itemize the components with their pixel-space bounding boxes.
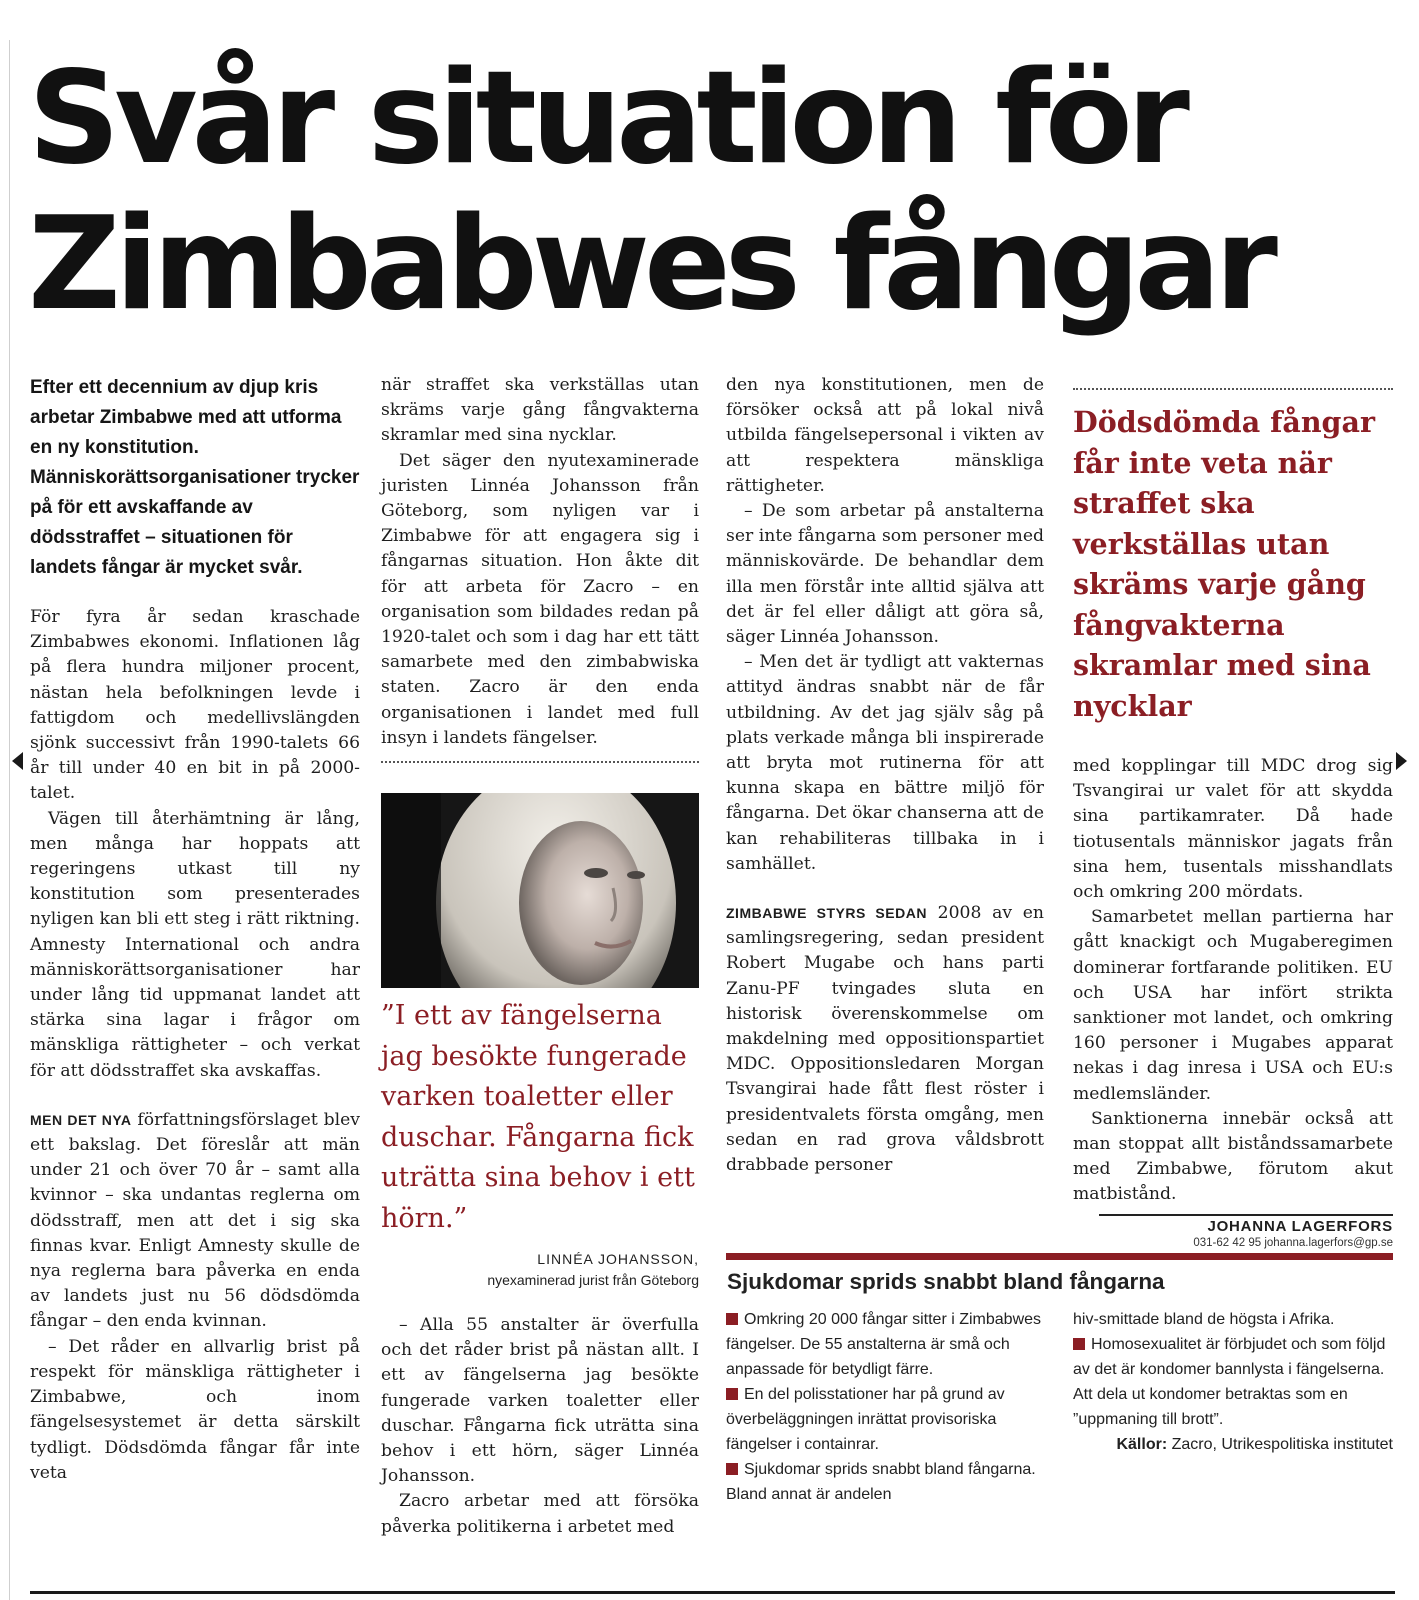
fact-item-4-text: Homosexualitet är förbjudet och som följd av det är kondomer bannlysta i fängelserna. Att dela ut kondomer betraktas som en ”uppmaning till brott”. xyxy=(1073,1336,1386,1428)
quote-attribution-role: nyexaminerad jurist från Göteborg xyxy=(487,1272,699,1288)
portrait-photo xyxy=(381,793,699,988)
sources-label: Källor: xyxy=(1116,1436,1168,1453)
fact-item-3 xyxy=(726,1457,1044,1507)
col1-paragraph-3 xyxy=(30,1108,360,1335)
fact-item-4 xyxy=(1073,1332,1393,1432)
fact-item-3-text: Sjukdomar sprids snabbt bland fångarna. Bland annat är andelen xyxy=(726,1461,1036,1503)
factbox-accent-bar xyxy=(726,1253,1393,1260)
factbox-column-2 xyxy=(1073,1307,1393,1457)
lead-paragraph: Efter ett decennium av djup kris arbetar Zimbabwe med att utforma en ny konstitution. Människorättsorganisationer trycker på för ett avskaffande av dödsstraffet – situationen för landets fångar är mycket svår. xyxy=(30,377,360,578)
quote-attribution xyxy=(381,1249,699,1291)
byline xyxy=(1073,1214,1393,1249)
col3-paragraph-2: – De som arbetar på anstalterna ser inte fångarna som personer med människovärde. De behandlar dem illa men förstår inte alltid själva att det är fel eller dåligt att göra så, säger Linnéa Johansson. xyxy=(726,501,1044,648)
pullquote: Dödsdömda fångar får inte veta när straffet ska verkställas utan skräms varje gång fångvakterna skramlar med sina nycklar xyxy=(1073,405,1375,723)
fact-item-1-text: Omkring 20 000 fångar sitter i Zimbabwes fängelser. De 55 anstalterna är små och anpassade för betydligt färre. xyxy=(726,1311,1042,1378)
fact-item-2 xyxy=(726,1382,1044,1457)
col1-paragraph-2: Vägen till återhämtning är lång, men många har hoppats att regeringens utkast till ny konstitution som presenterades nyligen kan bli ett steg i rätt riktning. Amnesty International och andra människorättsorganisationer har under lång tid uppmanat landet att stärka sina lagar i frågor om mänskliga rättigheter – och verkat för att dödsstraffet ska avskaffas. xyxy=(30,808,360,1081)
col2-paragraph-1: när straffet ska verkställas utan skräms varje gång fångvakterna skramlar med sina nycklar. xyxy=(381,375,699,446)
col1-paragraph-4: – Det råder en allvarlig brist på respekt för mänskliga rättigheter i Zimbabwe, och inom fängelsesystemet är detta särskilt tydligt. Dödsdömda fångar får inte veta xyxy=(30,1336,360,1483)
column-2 xyxy=(381,373,699,763)
next-page-arrow-icon[interactable] xyxy=(1396,752,1407,770)
quote-text: ”I ett av fängelserna jag besökte fungerade varken toaletter eller duschar. Fångarna fick uträtta sina behov i ett hörn.” xyxy=(381,1000,695,1234)
square-bullet-icon xyxy=(726,1388,738,1400)
col1-paragraph-3-text: författningsförslaget blev ett bakslag. Det föreslår att män under 21 och över 70 år – samt alla kvinnor – ska undantas reglerna om dödsstraff, men att det i sig ska finnas kvar. Enligt Amnesty skulle de nya reglerna bara påverka en enda av landets just nu 56 dödsdömda fångar – den enda kvinnan. xyxy=(30,1109,360,1332)
portrait-photo-illustration xyxy=(381,793,699,988)
fact-item-1 xyxy=(726,1307,1044,1382)
page-edge xyxy=(9,40,10,1600)
square-bullet-icon xyxy=(726,1463,738,1475)
quote-attribution-name: LINNÉA JOHANSSON, xyxy=(537,1251,699,1267)
col1-paragraph-1: För fyra år sedan kraschade Zimbabwes ekonomi. Inflationen låg på flera hundra miljoner procent, nästan hela befolkningen levde i fattigdom och medellivslängden sjönk successivt från 1990-talets 66 år till under 40 en bit in på 2000-talet. xyxy=(30,607,360,804)
fact-item-2-text: En del polisstationer har på grund av överbeläggningen inrättat provisoriska fängelser i containrar. xyxy=(726,1386,1005,1453)
column-1 xyxy=(30,373,360,1486)
column-3 xyxy=(726,373,1044,1178)
factbox-column-1 xyxy=(726,1307,1044,1507)
col2-divider xyxy=(381,761,699,763)
byline-contact[interactable]: 031-62 42 95 johanna.lagerfors@gp.se xyxy=(1193,1236,1393,1249)
col4-paragraph-3: Sanktionerna innebär också att man stoppat allt biståndssamarbete med Zimbabwe, förutom akut matbistånd. xyxy=(1073,1108,1393,1205)
sources-line xyxy=(1073,1432,1393,1457)
col3-kicker: ZIMBABWE STYRS SEDAN xyxy=(726,905,927,922)
col2-paragraph-4: Zacro arbetar med att försöka påverka politikerna i arbetet med xyxy=(381,1491,699,1537)
bottom-rule xyxy=(30,1591,1395,1594)
fact-item-3-continued: hiv-smittade bland de högsta i Afrika. xyxy=(1073,1311,1335,1328)
col2-paragraph-3: – Alla 55 anstalter är överfulla och det råder brist på nästan allt. I ett av fängelserna jag besökte fungerade varken toaletter eller duschar. Fångarna fick uträtta sina behov i ett hörn, säger Linnéa Johansson. xyxy=(381,1315,699,1487)
col3-paragraph-4-text: 2008 av en samlingsregering, sedan president Robert Mugabe och hans parti Zanu-PF tvingades sluta en historisk överenskommelse om makdelning med oppositionspartiet MDC. Oppositionsledaren Morgan Tsvangirai hade fått flest röster i presidentvalets första omgång, men sedan en rad grova våldsbrott drabbade personer xyxy=(726,903,1045,1176)
col2-paragraph-2: Det säger den nyutexaminerade juristen Linnéa Johansson från Göteborg, som nyligen var i Zimbabwe för att engagera sig i fångarnas situation. Hon åkte dit för att arbeta för Zacro – en organisation som bildades redan på 1920-talet och som i dag har ett tätt samarbete med den zimbabwiska staten. Zacro är den enda organisationen i landet med full insyn i landets fängelser. xyxy=(381,450,699,748)
previous-page-arrow-icon[interactable] xyxy=(12,752,23,770)
factbox-title: Sjukdomar sprids snabbt bland fångarna xyxy=(727,1269,1165,1294)
square-bullet-icon xyxy=(726,1313,738,1325)
square-bullet-icon xyxy=(1073,1338,1085,1350)
sources-text: Zacro, Utrikespolitiska institutet xyxy=(1171,1436,1393,1453)
col3-paragraph-4 xyxy=(726,901,1044,1178)
column-2-lower xyxy=(381,1313,699,1540)
headline: Svår situation för Zimbabwes fångar xyxy=(28,44,1272,339)
column-4 xyxy=(1073,388,1393,1249)
col3-paragraph-3: – Men det är tydligt att vakternas attityd ändras snabbt när de får utbildning. Av det jag själv såg på plats verkade många bli inspirerade att bryta mot rutinerna för att kunna skapa en bättre miljö för fångarna. Det ökar chanserna att de kan rehabiliteras tillbaka in i samhället. xyxy=(726,652,1044,874)
pull-quote-block xyxy=(381,996,699,1291)
col4-paragraph-1: med kopplingar till MDC drog sig Tsvangirai ur valet för att skydda sina partikamrater. Då hade tiotusentals människor jagats från sina hem, tusentals misshandlats och omkring 200 mördats. xyxy=(1073,756,1393,903)
col1-kicker: MEN DET NYA xyxy=(30,1111,132,1128)
col3-paragraph-1: den nya konstitutionen, men de försöker också att på lokal nivå utbilda fängelsepersonal i vikten av att respektera mänskliga rättigheter. xyxy=(726,375,1044,496)
col4-paragraph-2: Samarbetet mellan partierna har gått knackigt och Mugaberegimen dominerar fortfarande politiken. EU och USA har infört strikta sanktioner mot landet, och omkring 160 personer i Mugabes apparat nekas i dag inresa i USA och EU:s medlemsländer. xyxy=(1073,907,1393,1104)
byline-name: JOHANNA LAGERFORS xyxy=(1099,1214,1393,1235)
